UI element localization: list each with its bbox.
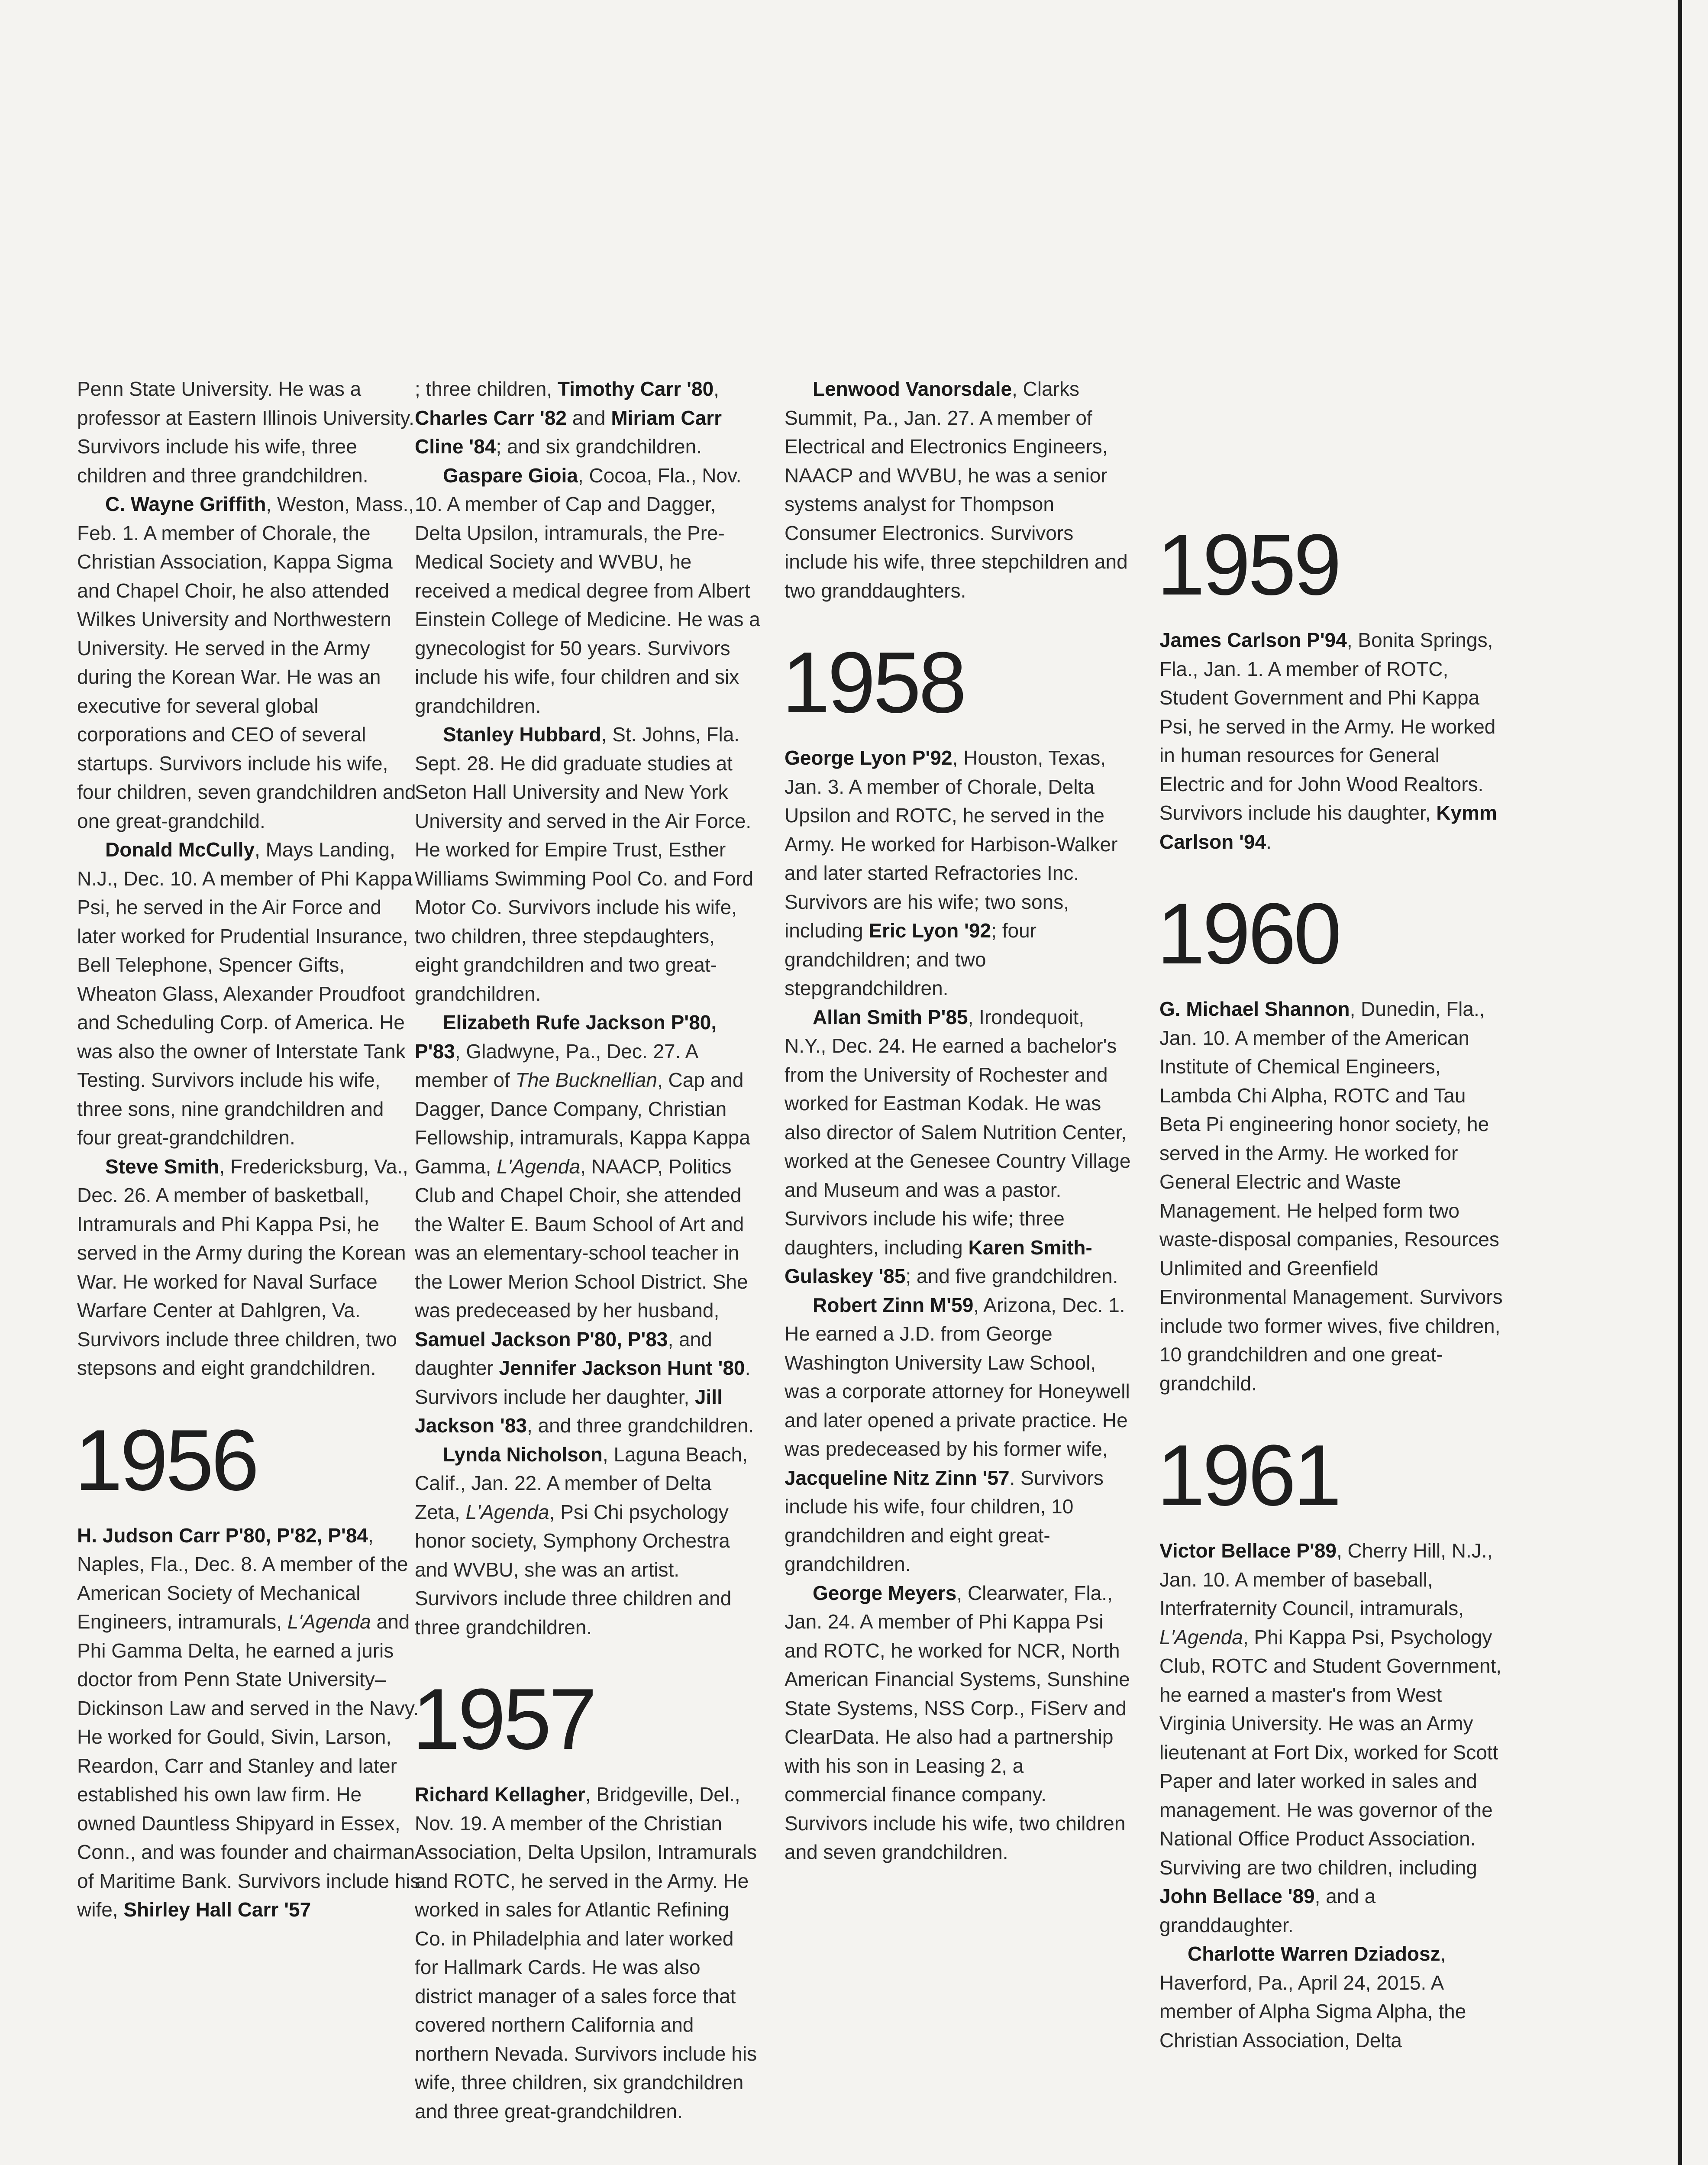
year-heading-1960: 1960 [1157,885,1339,982]
entry-nicholson: Lynda Nicholson, Laguna Beach, Calif., Jan. 22. A member of Delta Zeta, L'Agenda, Psi Chi psychology honor society, Symphony Orchestra and WVBU, she was an artist. Survivors include three children and three grandchildren. [415,1443,748,1638]
entry-shannon: G. Michael Shannon, Dunedin, Fla., Jan. 10. A member of the American Institute of Chemical Engineers, Lambda Chi Alpha, ROTC and Tau Beta Pi engineering honor society, he served in the Army. He worked for General Electric and Waste Management. He helped form two waste-disposal companies, Resources Unlimited and Greenfield Environmental Management. Survivors include two former wives, five children, 10 grandchildren and one great-grandchild. [1159,998,1503,1395]
entry-carr-continued: Penn State University. He was a professor at Eastern Illinois University. Survivors include his wife, three children and three grandchildren. [77,378,414,487]
entry-carlson: James Carlson P'94, Bonita Springs, Fla., Jan. 1. A member of ROTC, Student Government and Phi Kappa Psi, he served in the Army. He worked in human resources for General Electric and for John Wood Realtors. Survivors include his daughter, Kymm Carlson '94. [1159,629,1497,853]
entry-kellagher: Richard Kellagher, Bridgeville, Del., Nov. 19. A member of the Christian Association, Delta Upsilon, Intramurals and ROTC, he served in the Army. He worked in sales for Atlantic Refining Co. in Philadelphia and later worked for Hallmark Cards. He was also district manager of a sales force that covered northern California and northern Nevada. Survivors include his wife, three children, six grandchildren and three great-grandchildren. [415,1783,757,2123]
year-heading-1958: 1958 [782,634,964,731]
column-1 [74,375,423,1924]
entry-bellace: Victor Bellace P'89, Cherry Hill, N.J., Jan. 10. A member of baseball, Interfraternity Council, intramurals, L'Agenda, Phi Kappa Psi, Psychology Club, ROTC and Student Government, he earned a master's from West Virginia University. He was an Army lieutenant at Fort Dix, worked for Scott Paper and later worked in sales and management. He was governor of the National Office Product Association. Surviving are two children, including John Bellace '89, and a granddaughter. [1159,1539,1502,1936]
year-heading-1959: 1959 [1157,517,1339,613]
entry-allan-smith: Allan Smith P'85, Irondequoit, N.Y., Dec. 24. He earned a bachelor's from the University of Rochester and worked for Eastman Kodak. He was also director of Salem Nutrition Center, worked at the Genesee Country Village and Museum and was a pastor. Survivors include his wife; three daughters, including Karen Smith-Gulaskey '85; and five grandchildren. [785,1005,1131,1287]
year-heading-1956: 1956 [74,1412,257,1509]
entry-gioia: Gaspare Gioia, Cocoa, Fla., Nov. 10. A member of Cap and Dagger, Delta Upsilon, intramurals, the Pre-Medical Society and WVBU, he received a medical degree from Albert Einstein College of Medicine. He was a gynecologist for 50 years. Survivors include his wife, four children and six grandchildren. [415,464,760,717]
year-heading-1957: 1957 [412,1671,594,1768]
entry-vanorsdale: Lenwood Vanorsdale, Clarks Summit, Pa., Jan. 27. A member of Electrical and Electronics Engineers, NAACP and WVBU, he was a senior systems analyst for Thompson Consumer Electronics. Survivors include his wife, three stepchildren and two granddaughters. [785,378,1128,602]
entry-george-lyon: George Lyon P'92, Houston, Texas, Jan. 3. A member of Chorale, Delta Upsilon and ROTC, he served in the Army. He worked for Harbison-Walker and later started Refractories Inc. Survivors are his wife; two sons, including Eric Lyon '92; four grandchildren; and two stepgrandchildren. [785,746,1118,999]
year-heading-1961: 1961 [1157,1427,1339,1524]
entry-griffith: C. Wayne Griffith, Weston, Mass., Feb. 1. A member of Chorale, the Christian Association, Kappa Sigma and Chapel Choir, he also attended Wilkes University and Northwestern University. He served in the Army during the Korean War. He was an executive for several global corporations and CEO of several startups. Survivors include his wife, four children, seven grandchildren and one great-grandchild. [77,493,416,832]
page-edge-rule [1678,0,1682,2165]
column-2 [412,375,761,2126]
entry-elizabeth-jackson: Elizabeth Rufe Jackson P'80, P'83, Gladwyne, Pa., Dec. 27. A member of The Bucknellian, Cap and Dagger, Dance Company, Christian Fellowship, intramurals, Kappa Kappa Gamma, L'Agenda, NAACP, Politics Club and Chapel Choir, she attended the Walter E. Baum School of Art and was an elementary-school teacher in the Lower Merion School District. She was predeceased by her husband, Samuel Jackson P'80, P'83, and daughter Jennifer Jackson Hunt '80. Survivors include her daughter, Jill Jackson '83, and three grandchildren. [415,1011,754,1437]
entry-mccully: Donald McCully, Mays Landing, N.J., Dec. 10. A member of Phi Kappa Psi, he served in the Air Force and later worked for Prudential Insurance, Bell Telephone, Spencer Gifts, Wheaton Glass, Alexander Proudfoot and Scheduling Corp. of America. He was also the owner of Interstate Tank Testing. Survivors include his wife, three sons, nine grandchildren and four great-grandchildren. [77,838,413,1149]
entry-meyers: George Meyers, Clearwater, Fla., Jan. 24. A member of Phi Kappa Psi and ROTC, he worked for NCR, North American Financial Systems, Sunshine State Systems, NSS Corp., FiServ and ClearData. He also had a partnership with his son in Leasing 2, a commercial finance company. Survivors include his wife, two children and seven grandchildren. [785,1581,1130,1863]
entry-zinn: Robert Zinn M'59, Arizona, Dec. 1. He earned a J.D. from George Washington University Law School, was a corporate attorney for Honeywell and later opened a private practice. He was predeceased by his former wife, Jacqueline Nitz Zinn '57. Survivors include his wife, four children, 10 grandchildren and eight great-grandchildren. [785,1293,1130,1575]
column-4 [1159,375,1506,2055]
entry-hubbard: Stanley Hubbard, St. Johns, Fla. Sept. 28. He did graduate studies at Seton Hall University and New York University and served in the Air Force. He worked for Empire Trust, Esther Williams Swimming Pool Co. and Ford Motor Co. Survivors include his wife, two children, three stepdaughters, eight grandchildren and two great-grandchildren. [415,723,754,1005]
entry-steve-smith: Steve Smith, Fredericksburg, Va., Dec. 26. A member of basketball, Intramurals and Phi Kappa Psi, he served in the Army during the Korean War. He worked for Naval Surface Warfare Center at Dahlgren, Va. Survivors include three children, two stepsons and eight grandchildren. [77,1155,408,1379]
entry-h-judson-carr: H. Judson Carr P'80, P'82, P'84, Naples, Fla., Dec. 8. A member of the American Society of Mechanical Engineers, intramurals, L'Agenda and Phi Gamma Delta, he earned a juris doctor from Penn State University–Dickinson Law and served in the Navy. He worked for Gould, Sivin, Larson, Reardon, Carr and Stanley and later established his own law firm. He owned Dauntless Shipyard in Essex, Conn., and was founder and chairman of Maritime Bank. Survivors include his wife, Shirley Hall Carr '57 [77,1524,420,1921]
entry-dziadosz: Charlotte Warren Dziadosz, Haverford, Pa., April 24, 2015. A member of Alpha Sigma Alpha, the Christian Association, Delta [1159,1942,1466,2052]
column-3 [782,375,1131,1867]
entry-h-judson-carr-continued: ; three children, Timothy Carr '80, Charles Carr '82 and Miriam Carr Cline '84; and six grandchildren. [415,378,722,458]
